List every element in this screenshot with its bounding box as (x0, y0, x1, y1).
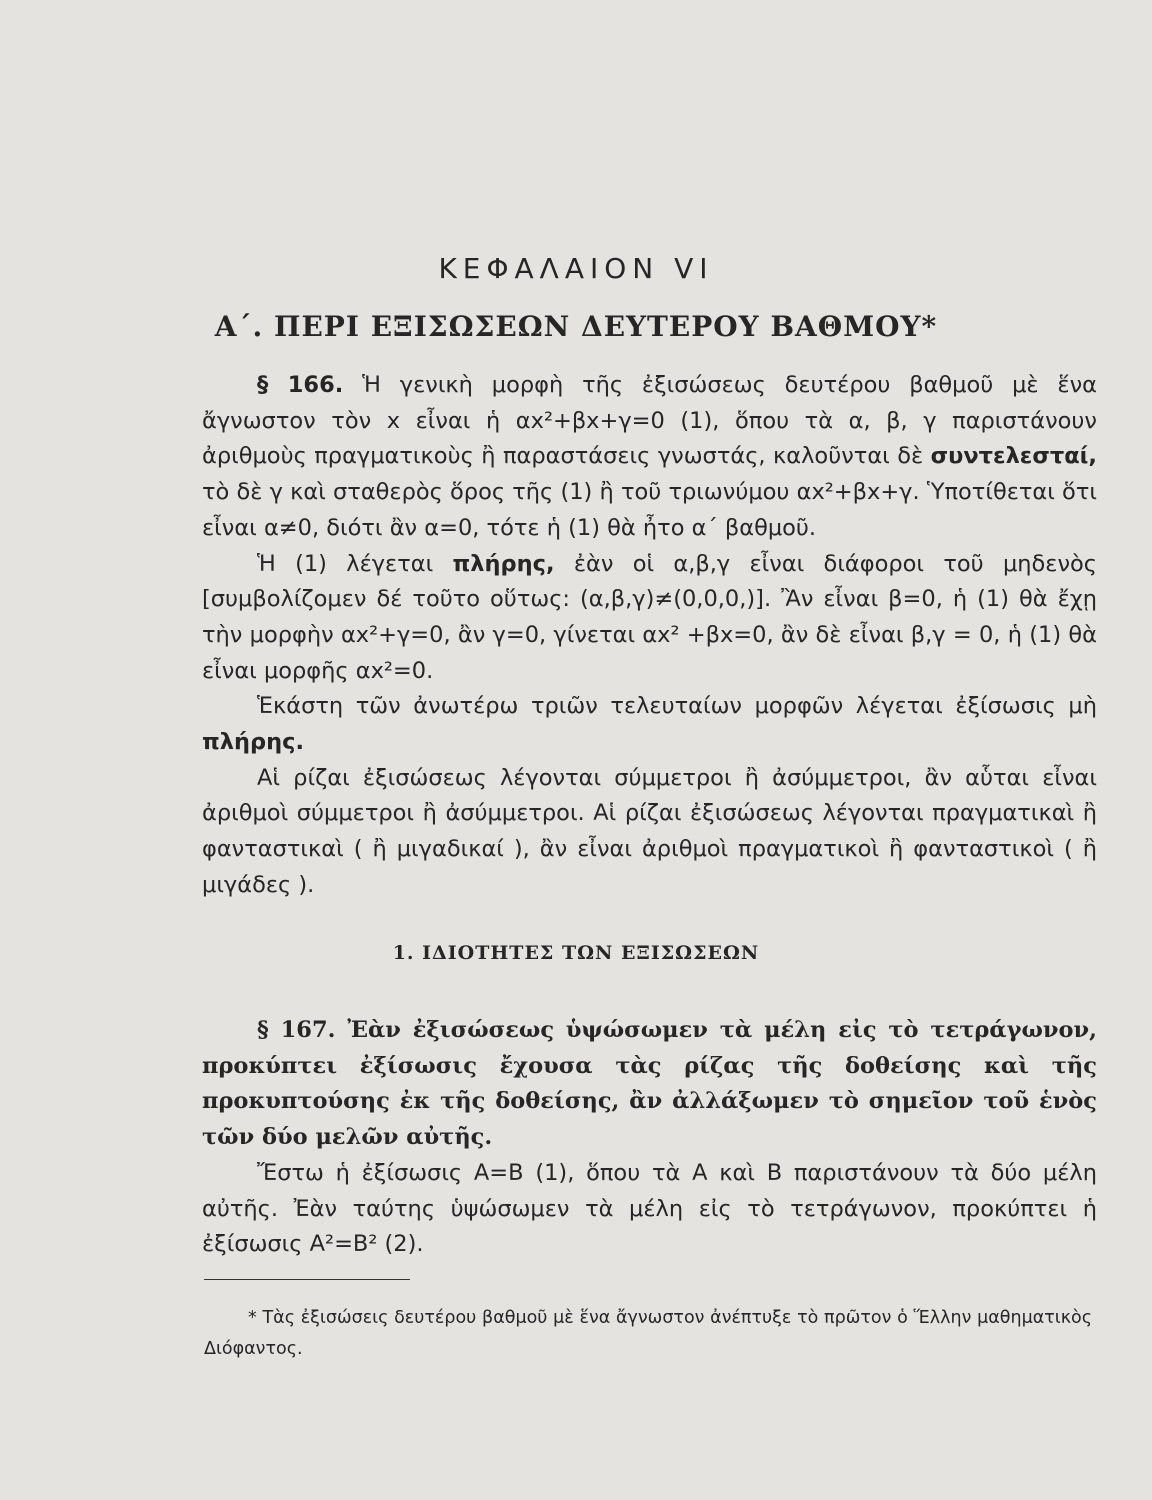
paragraph-166 (202, 368, 1097, 547)
chapter-heading: ΚΕΦΑΛΑΙΟΝ VI (438, 252, 714, 285)
paragraph-text: Ἑκάστη τῶν ἀνωτέρω τριῶν τελευταίων μορφῶν λέγεται ἐξίσωσις μὴ (257, 693, 1097, 720)
footnote (204, 1303, 1092, 1365)
paragraph-text: Ἡ γενικὴ μορφὴ τῆς ἐξισώσεως δευτέρου βαθμοῦ μὲ ἕνα ἄγνωστον τὸν x εἶναι ἡ αx²+βx+γ=0 (1), ὅπου τὰ α, β, γ παριστάνουν ἀριθμοὺς πραγματικοὺς ἢ παραστάσεις γνωστάς, καλοῦνται δὲ (202, 372, 1097, 470)
body-text-top (202, 368, 1097, 904)
term-coefficients: συντελεσταί, (930, 443, 1097, 470)
proof-167: Ἔστω ἡ ἐξίσωσις Α=Β (1), ὅπου τὰ Α καὶ Β παριστάνουν τὰ δύο μέλη αὐτῆς. Ἐὰν ταύτης ὑψώσωμεν τὰ μέλη εἰς τὸ τετράγωνον, προκύπτει ἡ ἐξίσωσις Α²=Β² (2). (202, 1159, 1097, 1258)
footnote-divider (204, 1279, 410, 1280)
paragraph-text: ἐὰν οἱ α,β,γ εἶναι διάφοροι τοῦ μηδενὸς [συμβολίζομεν δέ τοῦτο οὕτως: (α,β,γ)≠(0,0,0,)]. Ἂν εἶναι β=0, ἡ (1) θὰ ἔχῃ τὴν μορφὴν αx²+γ=0, ἂν γ=0, γίνεται αx² +βx=0, ἂν δὲ εἶναι β,γ = 0, ἡ (1) θὰ εἶναι μορφῆς αx²=0. (202, 550, 1097, 684)
footnote-text: * Τὰς ἐξισώσεις δευτέρου βαθμοῦ μὲ ἕνα ἄγνωστον ἀνέπτυξε τὸ πρῶτον ὁ Ἕλλην μαθηματικὸς Διόφαντος. (204, 1308, 1092, 1359)
proposition-167: § 167. Ἐὰν ἐξισώσεως ὑψώσωμεν τὰ μέλη εἰς τὸ τετράγωνον, προκύπτει ἐξίσωσις ἔχουσα τὰς ρίζας τῆς δοθείσης καὶ τῆς προκυπτούσης ἐκ τῆς δοθείσης, ἂν ἀλλάξωμεν τὸ σημεῖον τοῦ ἑνὸς τῶν δύο μελῶν αὐτῆς. (202, 1017, 1097, 1151)
paragraph-number: § 166. (257, 372, 344, 398)
subsection-heading: 1. ΙΔΙΟΤΗΤΕΣ ΤΩΝ ΕΞΙΣΩΣΕΩΝ (392, 942, 760, 964)
section-heading: Α΄. ΠΕΡΙ ΕΞΙΣΩΣΕΩΝ ΔΕΥΤΕΡΟΥ ΒΑΘΜΟΥ* (214, 310, 938, 343)
term-complete: πλήρης, (452, 550, 555, 577)
paragraph-complete-equation (202, 547, 1097, 690)
paragraph-text: τὸ δὲ γ καὶ σταθερὸς ὅρος τῆς (1) ἢ τοῦ τριωνύμου αx²+βx+γ. Ὑποτίθεται ὅτι εἶναι α≠0, διότι ἂν α=0, τότε ἡ (1) θὰ ἦτο α΄ βαθμοῦ. (202, 479, 1097, 541)
paragraph-roots: Αἱ ρίζαι ἐξισώσεως λέγονται σύμμετροι ἢ ἀσύμμετροι, ἂν αὗται εἶναι ἀριθμοὶ σύμμετροι ἢ ἀσύμμετροι. Αἱ ρίζαι ἐξισώσεως λέγονται πραγματικαὶ ἢ φανταστικαὶ ( ἢ μιγαδικαί ), ἂν εἶναι ἀριθμοὶ πραγματικοὶ ἢ φανταστικοὶ ( ἢ μιγάδες ). (202, 764, 1097, 898)
term-incomplete: πλήρης. (202, 729, 305, 756)
paragraph-incomplete-equation (202, 689, 1097, 760)
paragraph-text: Ἡ (1) λέγεται (257, 550, 453, 577)
body-text-bottom (202, 1013, 1097, 1263)
